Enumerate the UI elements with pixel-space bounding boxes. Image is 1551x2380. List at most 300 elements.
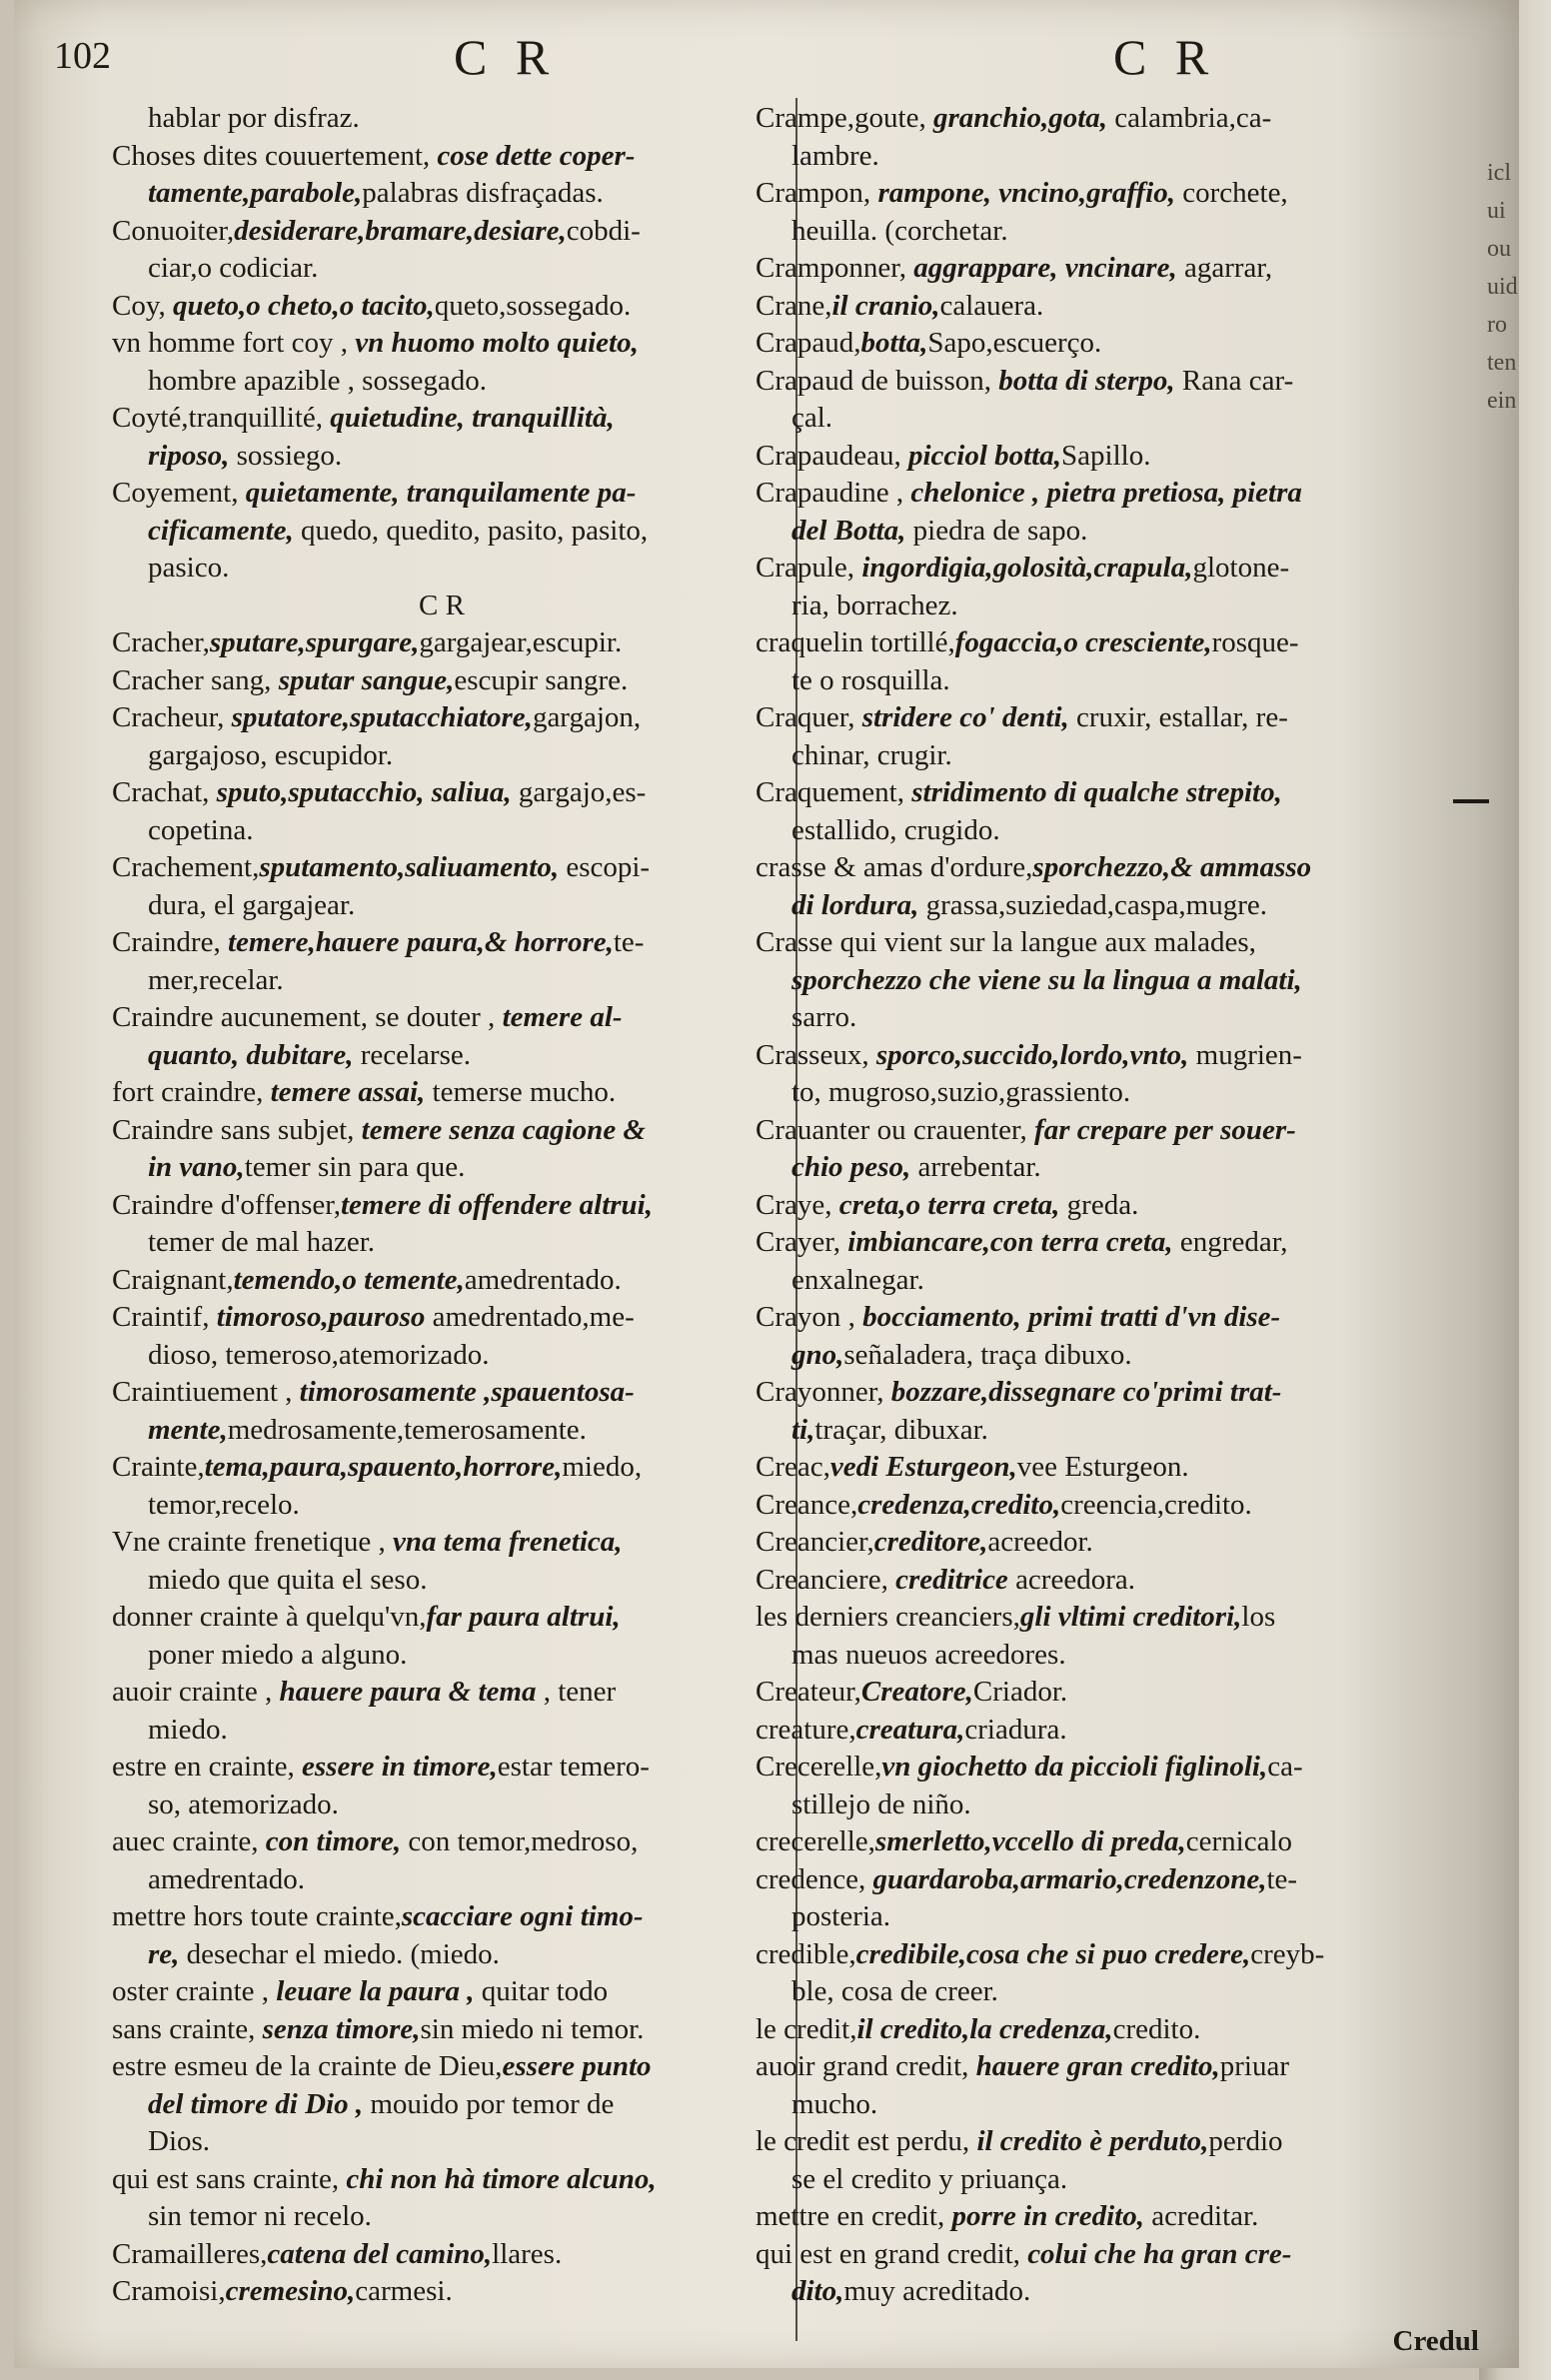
right-column-line [756,438,1475,476]
right-column-line [756,774,1475,812]
entry-text: Crayer, [756,1226,848,1258]
entry-text: glotone- [1192,552,1290,584]
right-column-line [756,662,1475,700]
entry-text: perdio [1208,2125,1283,2157]
left-column-line [112,288,772,326]
right-column-line [756,2123,1475,2161]
right-column-line [756,1112,1475,1150]
right-column-line [756,175,1475,213]
right-column-line [756,475,1475,513]
left-column-line [112,1823,772,1861]
entry-text: cruxir, estallar, re- [1068,701,1288,733]
italian-gloss: essere punto [502,2050,652,2082]
right-column-line [756,2273,1475,2311]
right-column-line [756,624,1475,662]
entry-text: Creance, [756,1488,858,1521]
entry-text: grassa,suziedad,caspa,mugre. [918,888,1267,921]
italian-gloss: vn huomo molto quieto, [355,327,639,359]
entry-text: traçar, dibuxar. [814,1413,988,1446]
entry-text: amedrentado. [464,1263,622,1296]
entry-text: Createur, [756,1676,861,1708]
entry-text: creyb- [1250,1937,1325,1970]
entry-text: çal. [791,402,833,434]
entry-text: credence, [756,1862,873,1895]
right-column-line [756,1898,1475,1936]
entry-text: Cracher sang, [112,663,279,696]
italian-gloss: leuare la paura , [276,1975,475,2007]
entry-text: Crecerelle, [756,1751,882,1783]
entry-text: hombre apazible , sossegado. [148,364,488,397]
left-column-line [112,2048,772,2086]
right-column-line [756,2048,1475,2086]
italian-gloss: tema,paura,spauento,horrore, [204,1451,563,1483]
italian-gloss: temere,hauere paura,& horrore, [227,926,614,958]
right-column-line [756,100,1475,138]
italian-gloss: in vano, [148,1151,245,1183]
italian-gloss: queto,o cheto,o tacito, [172,289,435,322]
entry-text: crecerelle, [756,1825,875,1857]
italian-gloss: imbiancare,con terra creta, [847,1226,1173,1258]
entry-text: estre en crainte, [112,1751,303,1783]
entry-text: poner miedo a alguno. [148,1638,408,1671]
right-column-line [756,962,1475,1000]
entry-text: ca- [1267,1751,1303,1783]
entry-text: vee Esturgeon. [1016,1451,1189,1483]
left-column-line [112,438,772,476]
right-column-line [756,1562,1475,1600]
italian-gloss: del Botta, [791,514,906,547]
italian-gloss: gli vltimi creditori, [1019,1601,1242,1633]
entry-text: Crasse qui vient sur la langue aux malades, [756,926,1256,958]
left-column-line [112,513,772,551]
entry-text: desechar el miedo. (miedo. [179,1937,500,1970]
entry-text: con temor,medroso, [401,1825,639,1857]
entry-text: Crampe,goute, [756,102,933,134]
right-column-line [756,1074,1475,1112]
left-column-line [112,363,772,401]
left-column-line [112,1861,772,1899]
entry-text: les derniers creanciers, [756,1601,1020,1633]
entry-text: llares. [492,2237,563,2270]
entry-text: dioso, temeroso,atemorizado. [148,1338,490,1371]
italian-gloss: vna tema frenetica, [393,1526,623,1558]
left-column-line [112,2198,772,2236]
left-column-line [112,2273,772,2311]
italian-gloss: creatura, [855,1713,965,1746]
entry-text: Vne crainte frenetique , [112,1526,393,1558]
italian-gloss: riposo, [148,439,230,472]
left-column-line [112,1337,772,1375]
entry-text: Coyté,tranquillité, [112,402,331,434]
right-column-line [756,1823,1475,1861]
entry-text: señaladera, traça dibuxo. [843,1338,1132,1371]
italian-gloss: sputo,sputacchio, saliua, [216,776,512,808]
entry-text: mettre en credit, [756,2200,952,2232]
italian-gloss: dito, [791,2275,844,2307]
italian-gloss: senza timore, [262,2012,421,2045]
left-column-line [112,812,772,850]
right-column-line [756,1224,1475,1262]
italian-gloss: temere assai, [270,1076,426,1108]
right-column-line [756,1674,1475,1712]
entry-text: Coyement, [112,477,246,509]
entry-text: , tener [536,1676,617,1708]
italian-gloss: sputar sangue, [278,663,455,696]
entry-text: Craquement, [756,776,912,808]
left-column-line [112,624,772,662]
right-column-line [756,1337,1475,1375]
left-column-line [112,400,772,438]
left-column-line [112,2011,772,2049]
entry-text: calambria,ca- [1107,102,1272,134]
left-column-line [112,1074,772,1112]
entry-text: rosque- [1211,626,1299,658]
italian-gloss: creditrice [895,1563,1008,1596]
italian-gloss: vn giochetto da piccioli figlinoli, [881,1751,1268,1783]
italian-gloss: far crepare per souer- [1034,1113,1296,1146]
entry-text: ciar,o codiciar. [148,252,319,284]
left-column-line [112,1149,772,1187]
left-column-line [112,924,772,962]
entry-text: credible, [756,1937,856,1970]
entry-text: so, atemorizado. [148,1787,339,1820]
left-column-line [112,550,772,588]
left-column-line [112,962,772,1000]
entry-text: ria, borrachez. [791,589,958,621]
left-column-line [112,1786,772,1824]
left-column-line [112,1299,772,1337]
entry-text: arrebentar. [910,1151,1041,1183]
italian-gloss: vedi Esturgeon, [829,1451,1017,1483]
italian-gloss: cificamente, [148,514,294,547]
italian-gloss: re, [148,1937,180,1970]
entry-text: Coy, [112,289,173,322]
italian-gloss: sporchezzo che viene su la lingua a malati, [791,963,1302,996]
italian-gloss: bozzare,dissegnare co'primi trat- [890,1376,1282,1408]
italian-gloss: il cranio, [831,289,940,322]
entry-text: creature, [756,1713,856,1746]
italian-gloss: del timore di Dio , [148,2087,364,2120]
italian-gloss: stridere co' denti, [861,701,1069,733]
italian-gloss: gno, [791,1338,844,1371]
italian-gloss: sputamento,saliuamento, [259,851,560,883]
italian-gloss: guardaroba,armario,credenzone, [872,1862,1267,1895]
entry-text: miedo que quita el seso. [148,1563,428,1596]
left-column-line [112,1674,772,1712]
right-column-line [756,1449,1475,1487]
right-column-line [756,250,1475,288]
italian-gloss: scacciare ogni timo- [401,1900,644,1932]
entry-text: cobdi- [566,214,641,247]
entry-text: auoir grand credit, [756,2050,976,2082]
entry-text: temor,recelo. [148,1488,300,1521]
italian-gloss: hauere gran credito, [975,2050,1220,2082]
italian-gloss: temere di offendere altrui, [341,1188,653,1221]
entry-text: miedo. [148,1713,228,1746]
italian-gloss: aggrappare, vncinare, [913,252,1177,284]
right-column-line [756,588,1475,625]
right-column-line [756,2086,1475,2124]
italian-gloss: quanto, dubitare, [148,1038,354,1071]
page-number: 102 [54,35,111,77]
entry-text: gargajon, [532,701,642,733]
right-column-line [756,213,1475,251]
entry-text: Cramoisi, [112,2275,226,2307]
entry-text: posteria. [791,1900,891,1932]
entry-text: auec crainte, [112,1825,266,1857]
left-column-line [112,1712,772,1750]
entry-text: te- [1266,1862,1298,1895]
entry-text: sans crainte, [112,2012,263,2045]
left-column-line [112,2086,772,2124]
entry-text: Cracheur, [112,701,232,733]
page-header [14,28,1519,98]
entry-text: te- [613,926,645,958]
right-column-line [756,1524,1475,1562]
entry-text: quitar todo [474,1975,609,2007]
right-column-line [756,849,1475,887]
entry-text: Cramponner, [756,252,914,284]
left-column-line [112,1749,772,1786]
entry-text: Choses dites couuertement, [112,139,438,172]
entry-text: mettre hors toute crainte, [112,1900,402,1932]
italian-gloss: bocciamento, primi tratti d'vn dise- [862,1301,1281,1333]
italian-gloss: Creatore, [860,1676,973,1708]
left-column-line [112,2161,772,2199]
entry-text: queto,sossegado. [434,289,632,322]
entry-text: mucho. [791,2087,878,2120]
left-column-line [112,662,772,700]
entry-text: copetina. [148,813,254,846]
entry-text: Rana car- [1174,364,1294,397]
right-column-line [756,1299,1475,1337]
right-column-line [756,1487,1475,1525]
entry-text: Craye, [756,1188,839,1221]
right-column-line [756,288,1475,326]
right-column-line [756,812,1475,850]
entry-text: Crayon , [756,1301,863,1333]
entry-text: estre esmeu de la crainte de Dieu, [112,2050,503,2082]
italian-gloss: sputare,spurgare, [209,626,420,658]
entry-text: mouido por temor de [363,2087,615,2120]
italian-gloss: ti, [791,1413,815,1446]
entry-text: Craindre, [112,926,228,958]
entry-text: Craindre sans subjet, [112,1113,362,1146]
left-column-line [112,325,772,363]
entry-text: Crayonner, [756,1376,891,1408]
entry-text: oster crainte , [112,1975,277,2007]
entry-text: Crasseux, [756,1038,876,1071]
right-column-line [756,1786,1475,1824]
entry-text: sin miedo ni temor. [420,2012,645,2045]
left-column-line [112,887,772,925]
right-column-line [756,1187,1475,1225]
entry-text: fort craindre, [112,1076,271,1108]
entry-text: Dios. [148,2125,211,2157]
italian-gloss: creta,o terra creta, [838,1188,1060,1221]
entry-text: qui est en grand credit, [756,2237,1028,2270]
right-column-line [756,513,1475,551]
left-column-line [112,1637,772,1675]
entry-text: muy acreditado. [843,2275,1031,2307]
italian-gloss: chi non hà timore alcuno, [346,2162,657,2195]
entry-text: Crachement, [112,851,260,883]
italian-gloss: tamente,parabole, [148,177,363,209]
italian-gloss: temere senza cagione & [361,1113,646,1146]
entry-text: Conuoiter, [112,214,235,247]
entry-text: agarrar, [1176,252,1273,284]
entry-text: mugrien- [1188,1038,1302,1071]
entry-text: auoir crainte , [112,1676,280,1708]
left-column-line [112,849,772,887]
left-column-line [112,1898,772,1936]
entry-text: Craintiuement , [112,1376,300,1408]
entry-text: creencia,credito. [1060,1488,1252,1521]
italian-gloss: desiderare,bramare,desiare, [234,214,567,247]
entry-text: corchete, [1174,177,1288,209]
entry-text: Crapaudeau, [756,439,908,472]
right-column-line [756,400,1475,438]
right-column-line [756,1412,1475,1450]
entry-text: te o rosquilla. [791,663,950,696]
entry-text: Crampon, [756,177,878,209]
facing-page-fragment: icl [1487,160,1511,186]
italian-gloss: catena del camino, [267,2237,493,2270]
left-column-line [112,1037,772,1075]
entry-text: chinar, crugir. [791,738,952,771]
entry-text: criadura. [964,1713,1067,1746]
dictionary-page [14,0,1519,2368]
left-column-line [112,213,772,251]
right-column-line [756,2161,1475,2199]
entry-text: Crapaudine , [756,477,911,509]
italian-gloss: timoroso,pauroso [216,1301,426,1333]
italian-gloss: far paura altrui, [426,1601,621,1633]
right-column-line [756,1599,1475,1637]
left-column-line [112,774,772,812]
entry-text: acreedora. [1007,1563,1135,1596]
entry-text: Crachat, [112,776,217,808]
entry-text: crasse & amas d'ordure, [756,851,1033,883]
entry-text: priuar [1219,2050,1289,2082]
entry-text: cernicalo [1185,1825,1293,1857]
entry-text: los [1241,1601,1276,1633]
right-column-line [756,1037,1475,1075]
entry-text: calauera. [939,289,1044,322]
left-column-line [112,175,772,213]
italian-gloss: sputatore,sputacchiatore, [231,701,533,733]
italian-gloss: chelonice , pietra pretiosa, pietra [910,477,1302,509]
left-column-line [112,1412,772,1450]
right-column-line [756,1861,1475,1899]
entry-text: se el credito y priuança. [791,2162,1068,2195]
left-column-line [112,588,772,625]
italian-gloss: hauere paura & tema [279,1676,537,1708]
facing-page-fragment: ten [1487,350,1517,376]
right-column-line [756,363,1475,401]
entry-text: hablar por disfraz. [148,102,360,134]
italian-gloss: picciol botta, [908,439,1062,472]
entry-text: Cracher, [112,626,210,658]
right-column-line [756,737,1475,775]
entry-text: miedo, [562,1451,643,1483]
entry-text: gargajoso, escupidor. [148,738,394,771]
entry-text: heuilla. (corchetar. [791,214,1008,247]
entry-text: piedra de sapo. [905,514,1088,547]
entry-text: sin temor ni recelo. [148,2200,372,2232]
entry-text: Crapule, [756,552,862,584]
entry-text: Sapo,escuerço. [927,327,1102,359]
entry-text: dura, el gargajear. [148,888,356,921]
right-column-line [756,2236,1475,2274]
left-column-line [112,1112,772,1150]
left-column-line [112,999,772,1037]
left-column-line [112,1599,772,1637]
entry-text: C R [419,589,465,621]
italian-gloss: essere in timore, [302,1751,498,1783]
entry-text: Crane, [756,289,832,322]
left-column-line [112,100,772,138]
entry-text: escopi- [559,851,651,883]
right-column-line [756,999,1475,1037]
entry-text: lambre. [791,139,879,172]
left-column-line [112,1973,772,2011]
entry-text: acreditar. [1144,2200,1259,2232]
entry-text: estallido, crugido. [791,813,1000,846]
left-column-line [112,1487,772,1525]
entry-text: stillejo de niño. [791,1787,971,1820]
entry-text: Craignant, [112,1263,234,1296]
italian-gloss: botta, [860,327,928,359]
italian-gloss: credibile,cosa che si puo credere, [855,1937,1251,1970]
right-column-line [756,1712,1475,1750]
right-column-line [756,2011,1475,2049]
entry-text: greda. [1059,1188,1139,1221]
entry-text: enxalnegar. [791,1263,924,1296]
italian-gloss: porre in credito, [951,2200,1144,2232]
entry-text: mas nueuos acreedores. [791,1638,1066,1671]
entry-text: temer sin para que. [244,1151,466,1183]
right-column-line [756,1262,1475,1300]
italian-gloss: stridimento di qualche strepito, [911,776,1282,808]
entry-text: craquelin tortillé, [756,626,955,658]
entry-text: to, mugroso,suzio,grassiento. [791,1076,1131,1108]
entry-text: Criador. [972,1676,1068,1708]
entry-text: palabras disfraçadas. [362,177,604,209]
entry-text: estar temero- [497,1751,650,1783]
entry-text: recelarse. [353,1038,471,1071]
left-column-line [112,2123,772,2161]
facing-page-fragment: ein [1487,388,1517,414]
entry-text: temerse mucho. [425,1076,617,1108]
right-column-line [756,2198,1475,2236]
italian-gloss: timorosamente ,spauentosa- [299,1376,635,1408]
running-head-right: C R [1113,29,1217,85]
entry-text: quedo, quedito, pasito, pasito, [293,514,649,547]
entry-text: Craquer, [756,701,862,733]
right-column-line [756,138,1475,176]
entry-text: le credit, [756,2012,857,2045]
entry-text: gargajear,escupir. [419,626,623,658]
entry-text: Crainte, [112,1451,205,1483]
entry-text: ble, cosa de creer. [791,1975,998,2007]
italian-gloss: granchio,gota, [932,102,1108,134]
right-column-line [756,1749,1475,1786]
italian-gloss: mente, [148,1413,228,1446]
entry-text: Sapillo. [1061,439,1151,472]
italian-gloss: temere al- [502,1001,623,1033]
italian-gloss: colui che ha gran cre- [1027,2237,1292,2270]
